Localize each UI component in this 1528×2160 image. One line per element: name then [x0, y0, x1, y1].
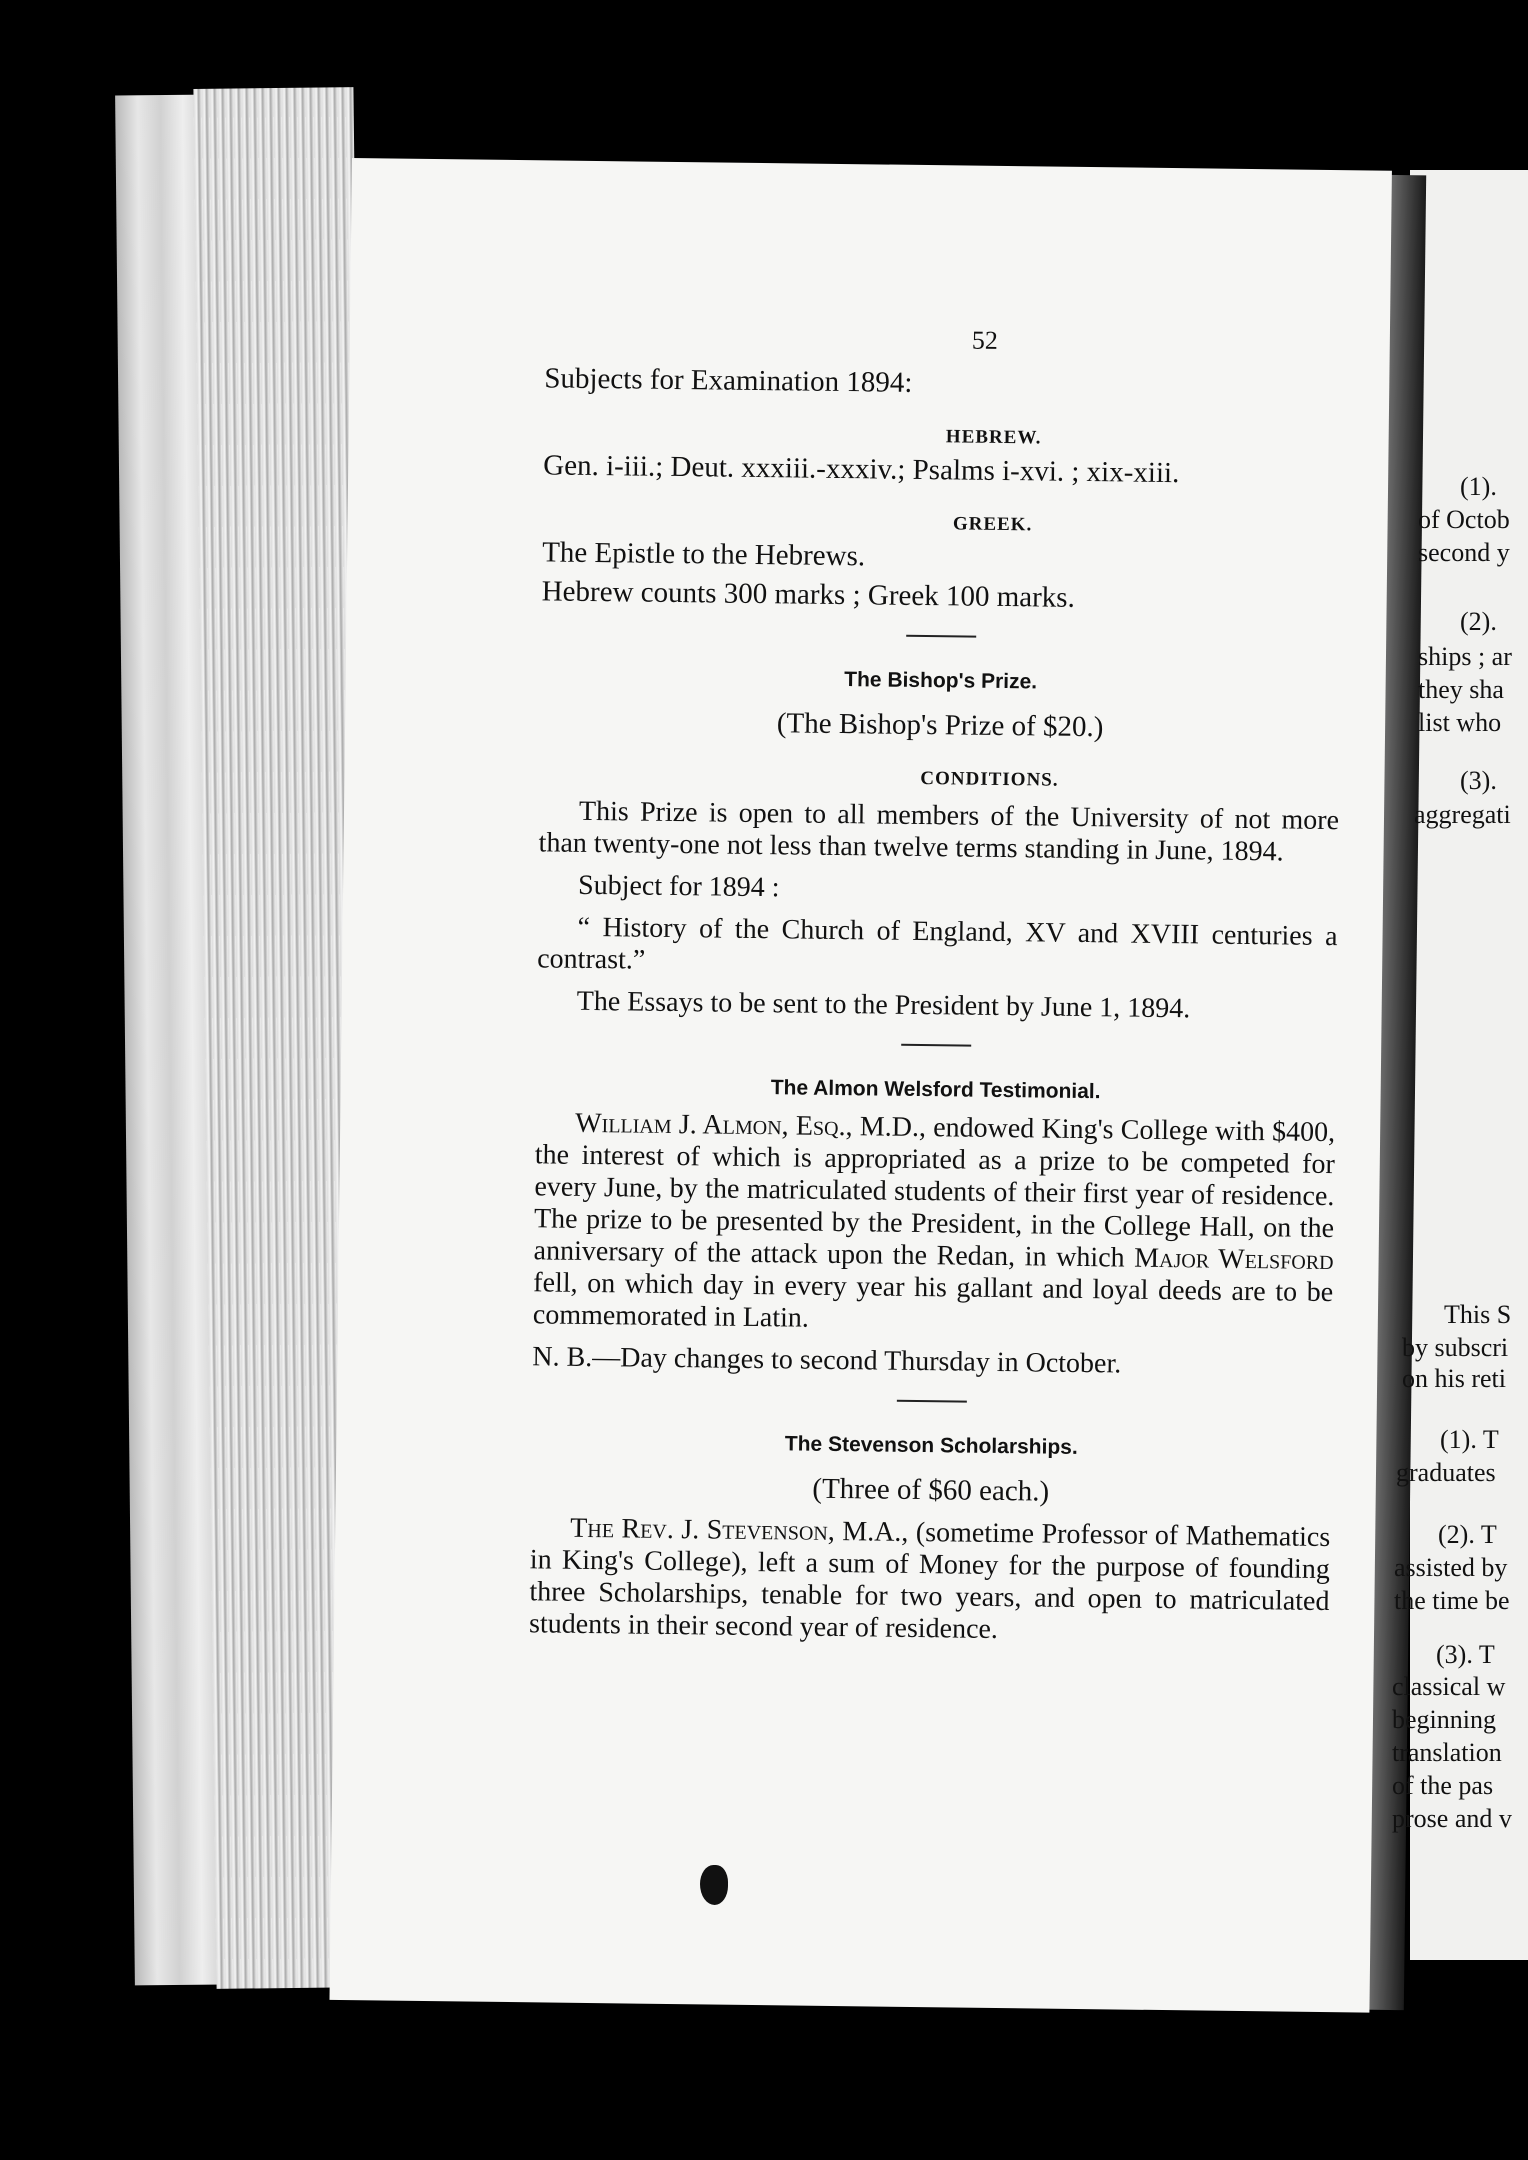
almon-text: , M.D., endowed King's College with $400, the interest of which is appropriated as a prize to be competed for every June, by the matriculated students of their first year of residence. The prize to be presented by the President, in the College Hall, on the anniversary of the attack upon the Redan, in which [533, 1111, 1336, 1274]
right-fragment: prose and v [1392, 1804, 1512, 1833]
section-divider [901, 1044, 971, 1047]
hebrew-text: Gen. i-iii.; Deut. xxxiii.-xxxiv.; Psalms i-xvi. ; xix-xiii. [543, 449, 1180, 490]
founder-name: The Rev. J. Stevenson [570, 1512, 829, 1547]
marks-text: Hebrew counts 300 marks ; Greek 100 marks. [541, 575, 1076, 614]
right-fragment: (2). T [1438, 1520, 1497, 1549]
right-fragment: (3). T [1436, 1640, 1495, 1669]
right-fragment: the time be [1394, 1586, 1510, 1615]
book-page [329, 158, 1391, 2013]
bishops-prize-title: The Bishop's Prize. [844, 668, 1038, 694]
ink-blot [700, 1865, 728, 1905]
essay-subject: “ History of the Church of England, XV and XVIII centuries a contrast.” [537, 911, 1338, 976]
stevenson-subtitle: (Three of $60 each.) [812, 1472, 1050, 1508]
almon-welsford-title: The Almon Welsford Testimonial. [770, 1076, 1101, 1104]
right-fragment: classical w [1392, 1672, 1506, 1701]
right-fragment: aggregati [1414, 800, 1511, 829]
donor-name: William J. Almon, Esq. [575, 1107, 846, 1143]
right-fragment: list who [1418, 708, 1502, 737]
hebrew-heading: HEBREW. [945, 426, 1042, 449]
right-fragment: (3). [1460, 766, 1497, 795]
almon-text-2: fell, on which day in every year his gallant and loyal deeds are to be commemorated in Latin. [532, 1267, 1334, 1334]
greek-text: The Epistle to the Hebrews. [542, 536, 866, 573]
subject-label: Subject for 1894 : [577, 869, 780, 904]
right-fragment: ships ; ar [1418, 642, 1512, 671]
page-number: 52 [971, 325, 998, 355]
right-fragment: (2). [1460, 607, 1497, 636]
right-fragment: beginning [1392, 1705, 1496, 1734]
section-divider [906, 635, 976, 638]
major-name: Major Welsford [1134, 1242, 1334, 1277]
page-content [529, 320, 1345, 1650]
stevenson-paragraph [529, 1512, 1331, 1650]
stevenson-title: The Stevenson Scholarships. [784, 1432, 1078, 1459]
right-fragment: of Octob [1418, 505, 1510, 534]
right-fragment: on his reti [1402, 1364, 1506, 1393]
right-fragment: (1). [1460, 472, 1497, 501]
right-fragment: translation [1392, 1738, 1502, 1767]
right-fragment: of the pas [1392, 1771, 1494, 1800]
essay-deadline: The Essays to be sent to the President by June 1, 1894. [576, 985, 1191, 1025]
right-fragment: second y [1418, 538, 1510, 567]
bishops-prize-subtitle: (The Bishop's Prize of $20.) [776, 707, 1104, 744]
right-fragment: (1). T [1440, 1425, 1499, 1454]
right-fragment: graduates [1396, 1458, 1496, 1487]
bishops-prize-conditions: This Prize is open to all members of the University of not more than twenty-one not less than twelve terms standing in June, 1894. [538, 795, 1340, 868]
almon-note: N. B.—Day changes to second Thursday in October. [532, 1341, 1122, 1380]
exam-subjects-heading: Subjects for Examination 1894: [544, 362, 913, 399]
right-fragment: assisted by [1394, 1553, 1508, 1582]
right-fragment: they sha [1418, 675, 1504, 704]
greek-heading: GREEK. [952, 513, 1033, 536]
right-fragment: by subscri [1402, 1333, 1509, 1362]
stevenson-text: , M.A., (sometime Professor of Mathematics in King's College), left a sum of Money for the purpose of founding three Scholarships, tenable for two years, and open to matriculated students in their second year of residence. [528, 1515, 1331, 1645]
almon-welsford-paragraph [533, 1107, 1336, 1341]
right-fragment: This S [1444, 1300, 1512, 1329]
conditions-heading: CONDITIONS. [920, 767, 1059, 791]
section-divider [897, 1400, 967, 1403]
